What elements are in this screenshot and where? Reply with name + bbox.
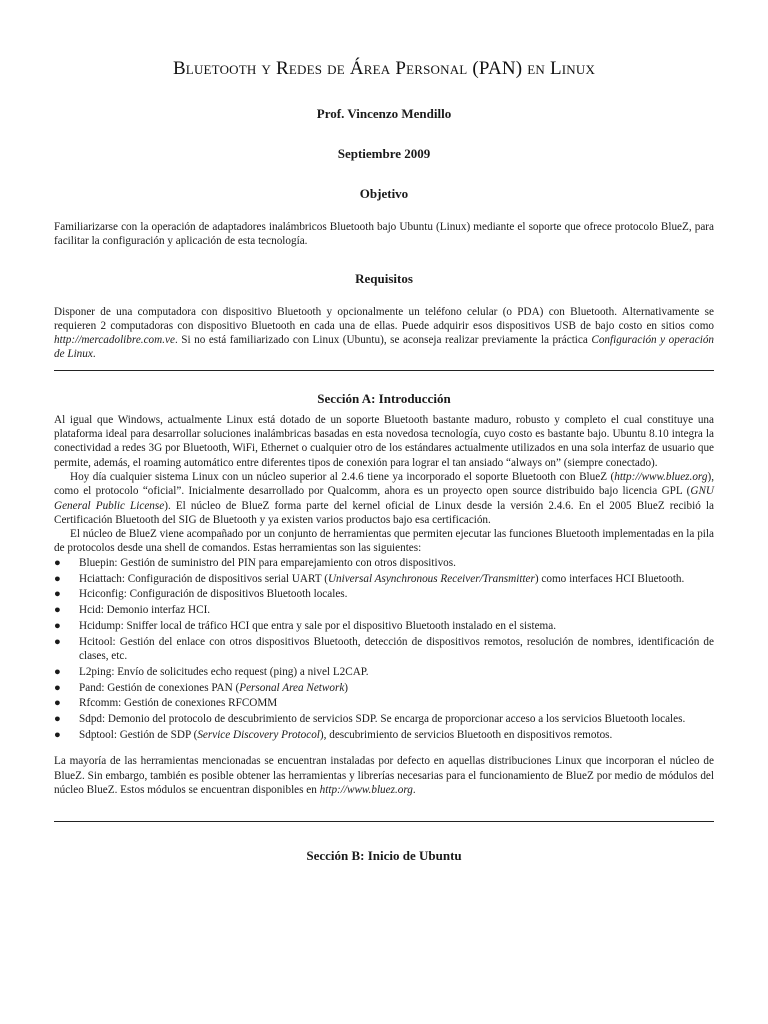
bluez-link[interactable]: http://www.bluez.org (614, 470, 708, 483)
intro-paragraph-3: El núcleo de BlueZ viene acompañado por un conjunto de herramientas que permiten ejecutar las funciones Bluetooth implementadas en la pila de protocolos desde una shell de comandos. Estas herramientas son las siguientes: (54, 528, 714, 555)
bluez-site-link[interactable]: http://www.bluez.org (319, 783, 413, 796)
intro-paragraph-1: Al igual que Windows, actualmente Linux está dotado de un soporte Bluetooth bastante maduro, robusto y completo el cual constituye una plataforma ideal para desarrollar soluciones inalámbricas basadas en esta novedosa tecnología, cuyo costo es bastante bajo. Ubuntu 8.10 integra la conectividad a redes 3G por Bluetooth, WiFi, Ethernet o cualquier otro de los estándares actualmente utilizados en una sola interfaz de usuario que permite, además, el roaming automático entre diferentes tipos de conexión para lograr el tan ansiado “always on” (siempre conectado). (54, 413, 714, 469)
list-item: ● Hciconfig: Configuración de dispositivos Bluetooth locales. (54, 588, 348, 601)
bullet-icon: ● (54, 556, 61, 569)
bullet-icon: ● (54, 588, 61, 601)
list-item: ● Hcidump: Sniffer local de tráfico HCI que entra y sale por el dispositivo Bluetooth instalado en el sistema. (54, 619, 557, 632)
bullet-icon: ● (54, 729, 61, 742)
list-item: ● Rfcomm: Gestión de conexiones RFCOMM (54, 697, 278, 710)
list-item: ● Pand: Gestión de conexiones PAN (Personal Area Network) (54, 681, 349, 694)
practice-reference: Configuración y operación de Linux (54, 334, 715, 361)
bullet-icon: ● (54, 619, 61, 632)
list-item: ● Hcitool: Gestión del enlace con otros dispositivos Bluetooth, detección de dispositivos remotos, resolución de nombres, identificación de clases, etc. (54, 635, 714, 663)
intro-paragraph-2: Hoy día cualquier sistema Linux con un núcleo superior al 2.4.6 tiene ya incorporado el soporte Bluetooth con BlueZ (http://www.bluez.org), como el protocolo “oficial”. Inicialmente desarrollado por Qualcomm, ahora es un proyecto open source distribuido bajo licencia GPL (GNU General Public License). El núcleo de BlueZ forma parte del kernel oficial de Linux desde la versión 2.4.6. En el 2005 BlueZ recibió la Certificación Bluetooth del SIG de Bluetooth y ya existen varios productos bajo esa certificación. (54, 470, 714, 526)
requisitos-heading: Requisitos (355, 270, 413, 286)
bullet-icon: ● (54, 697, 61, 710)
objetivo-heading: Objetivo (359, 186, 409, 201)
gpl-license-name: GNU General Public License (54, 485, 714, 512)
list-item: ● Hciattach: Configuración de dispositivos serial UART (Universal Asynchronous Receiver/Transmitter) como interfaces HCI Bluetooth. (54, 572, 685, 585)
bullet-icon: ● (54, 635, 61, 648)
list-item: ● L2ping: Envío de solicitudes echo request (ping) a nivel L2CAP. (54, 665, 369, 678)
date-line: Septiembre 2009 (337, 146, 431, 161)
objetivo-paragraph: Familiarizarse con la operación de adaptadores inalámbricos Bluetooth bajo Ubuntu (Linux) mediante el soporte que ofrece protocolo BlueZ, para facilitar la configuración y aplicación de esta tecnología. (54, 221, 714, 248)
list-item: ● Sdptool: Gestión de SDP (Service Discovery Protocol), descubrimiento de servicios Bluetooth en dispositivos remotos. (54, 729, 613, 742)
document-title: Bluetooth y Redes de Área Personal (PAN) en Linux (172, 58, 596, 79)
bullet-icon: ● (54, 665, 61, 678)
section-divider (54, 370, 714, 371)
section-divider (54, 821, 714, 822)
requisitos-paragraph: Disponer de una computadora con dispositivo Bluetooth y opcionalmente un teléfono celular (o PDA) con Bluetooth. Alternativamente se requieren 2 computadoras con dispositivo Bluetooth en cada una de ellas. Puede adquirir esos dispositivos USB de bajo costo en sitios como http://mercadolibre.com.ve. Si no está familiarizado con Linux (Ubuntu), se aconseja realizar previamente la práctica Configuración y operación de Linux. (54, 305, 715, 361)
list-item: ● Bluepin: Gestión de suministro del PIN para emparejamiento con otros dispositivos. (54, 556, 456, 569)
author-line: Prof. Vincenzo Mendillo (316, 106, 452, 121)
intro-paragraph-4: La mayoría de las herramientas mencionadas se encuentran instaladas por defecto en aquellas distribuciones Linux que incorporan el núcleo de BlueZ. Sin embargo, también es posible obtener las herramientas y librerías necesarias para el funcionamiento de BlueZ por medio de módulos del núcleo BlueZ. Estos módulos se encuentran disponibles en http://www.bluez.org. (54, 755, 714, 796)
seccion-a-heading: Sección A: Introducción (317, 390, 451, 406)
bluez-tools-list (54, 556, 714, 743)
mercadolibre-link[interactable]: http://mercadolibre.com.ve (54, 334, 175, 347)
bullet-icon: ● (54, 681, 61, 694)
bullet-icon: ● (54, 604, 61, 617)
bullet-icon: ● (54, 713, 61, 726)
bullet-icon: ● (54, 572, 61, 585)
list-item: ● Hcid: Demonio interfaz HCI. (54, 604, 211, 617)
seccion-b-heading: Sección B: Inicio de Ubuntu (306, 848, 462, 864)
list-item: ● Sdpd: Demonio del protocolo de descubrimiento de servicios SDP. Se encarga de proporcionar acceso a los servicios Bluetooth locales. (54, 713, 686, 726)
